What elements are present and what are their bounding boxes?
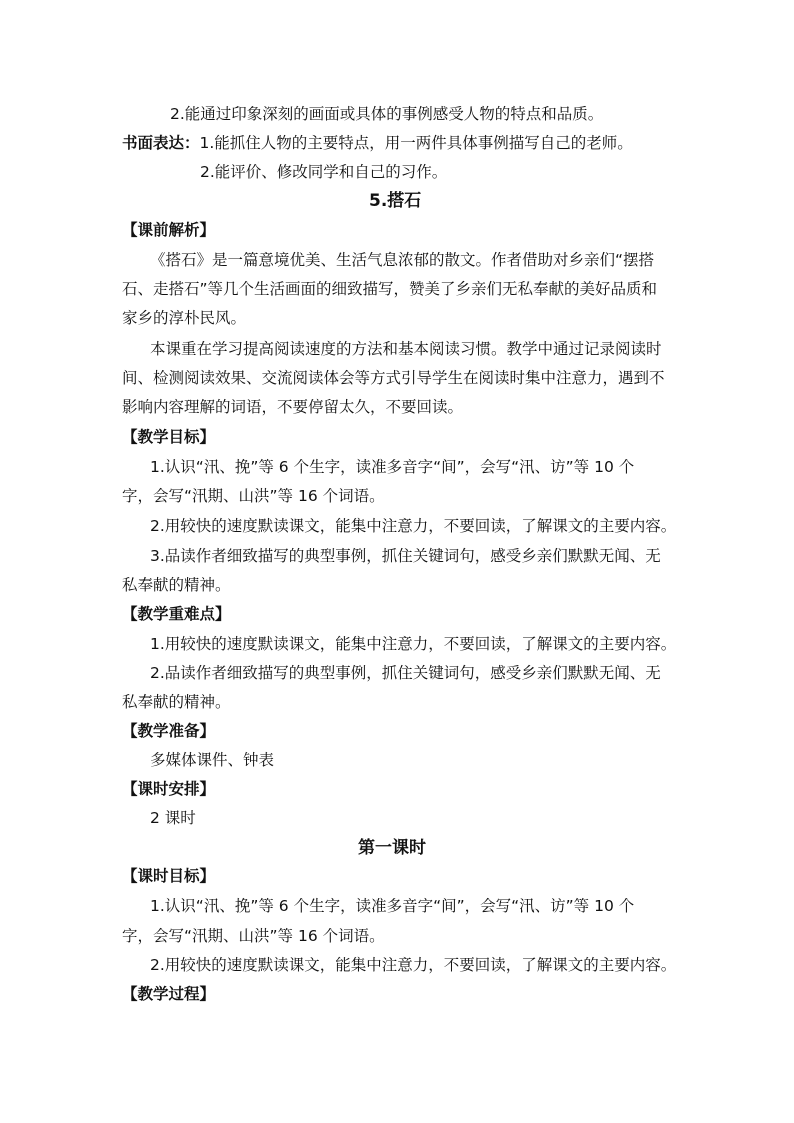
schedule-heading: 【课时安排】 bbox=[122, 780, 216, 798]
key-points-heading: 【教学重难点】 bbox=[122, 605, 231, 623]
period-goal-1-line-1: 1.认识“汛、挽”等 6 个生字，读准多音字“间”，会写“汛、访”等 10 个 bbox=[150, 897, 635, 915]
key-point-2-line-1: 2.品读作者细致描写的典型事例，抓住关键词句，感受乡亲们默默无闻、无 bbox=[150, 664, 661, 682]
schedule-text: 2 课时 bbox=[150, 809, 196, 827]
writing-goal-item-2: 2.能评价、修改同学和自己的习作。 bbox=[200, 163, 448, 181]
lesson-title: 5.搭石 bbox=[369, 191, 422, 211]
analysis-p2-line-3: 影响内容理解的词语，不要停留太久，不要回读。 bbox=[122, 398, 464, 416]
objective-1-line-2: 字，会写“汛期、山洪”等 16 个词语。 bbox=[122, 487, 385, 505]
process-heading: 【教学过程】 bbox=[122, 985, 216, 1003]
objectives-heading: 【教学目标】 bbox=[122, 428, 216, 446]
period-goal-2: 2.用较快的速度默读课文，能集中注意力，不要回读，了解课文的主要内容。 bbox=[150, 956, 677, 974]
objective-2: 2.用较快的速度默读课文，能集中注意力，不要回读，了解课文的主要内容。 bbox=[150, 517, 677, 535]
writing-goal-text-1: 1.能抓住人物的主要特点，用一两件具体事例描写自己的老师。 bbox=[199, 134, 633, 152]
period-goals-heading: 【课时目标】 bbox=[122, 867, 216, 885]
analysis-p2-line-1: 本课重在学习提高阅读速度的方法和基本阅读习惯。教学中通过记录阅读时 bbox=[150, 340, 662, 358]
analysis-p1-line-3: 家乡的淳朴民风。 bbox=[122, 309, 247, 327]
analysis-p1-line-2: 石、走搭石”等几个生活画面的细致描写，赞美了乡亲们无私奉献的美好品质和 bbox=[122, 280, 658, 298]
writing-label: 书面表达： bbox=[122, 134, 200, 152]
period-goal-1-line-2: 字，会写“汛期、山洪”等 16 个词语。 bbox=[122, 927, 385, 945]
reading-goal-item-2: 2.能通过印象深刻的画面或具体的事例感受人物的特点和品质。 bbox=[170, 105, 604, 123]
objective-1-line-1: 1.认识“汛、挽”等 6 个生字，读准多音字“间”，会写“汛、访”等 10 个 bbox=[150, 458, 635, 476]
analysis-p1-line-1: 《搭石》是一篇意境优美、生活气息浓郁的散文。作者借助对乡亲们“摆搭 bbox=[150, 251, 655, 269]
writing-goal-item-1 bbox=[122, 133, 633, 153]
analysis-heading: 【课前解析】 bbox=[122, 221, 216, 239]
key-point-1: 1.用较快的速度默读课文，能集中注意力，不要回读，了解课文的主要内容。 bbox=[150, 635, 677, 653]
prep-text: 多媒体课件、钟表 bbox=[150, 751, 275, 769]
first-period-title: 第一课时 bbox=[358, 838, 426, 858]
objective-3-line-1: 3.品读作者细致描写的典型事例，抓住关键词句，感受乡亲们默默无闻、无 bbox=[150, 547, 661, 565]
prep-heading: 【教学准备】 bbox=[122, 722, 216, 740]
objective-3-line-2: 私奉献的精神。 bbox=[122, 576, 231, 594]
key-point-2-line-2: 私奉献的精神。 bbox=[122, 693, 231, 711]
analysis-p2-line-2: 间、检测阅读效果、交流阅读体会等方式引导学生在阅读时集中注意力，遇到不 bbox=[122, 369, 665, 387]
